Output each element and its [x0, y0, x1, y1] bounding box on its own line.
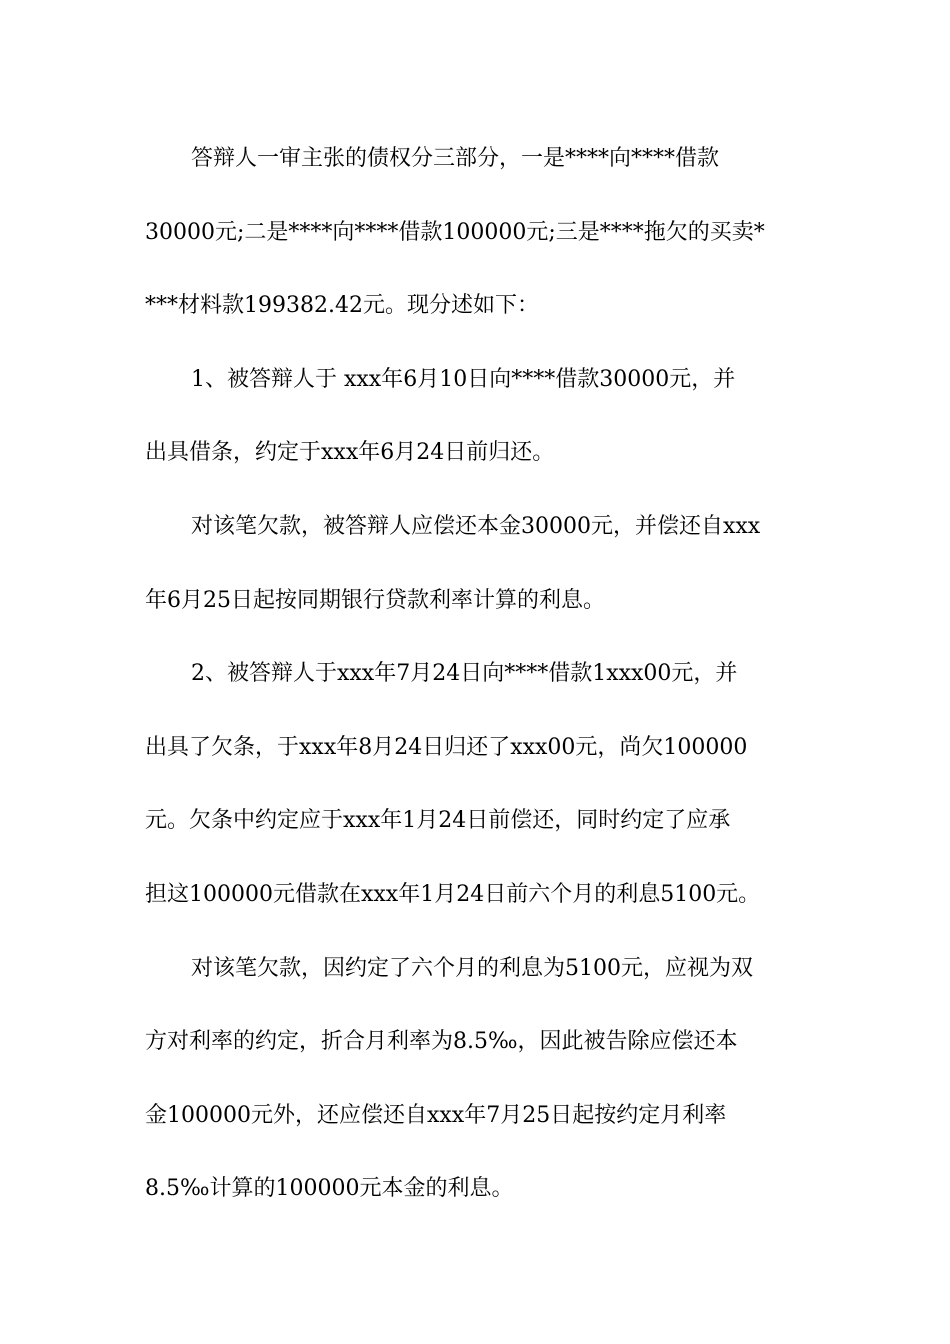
text-line: 出具了欠条，于xxx年8月24日归还了xxx00元，尚欠100000: [145, 734, 748, 760]
text-line: 出具借条，约定于xxx年6月24日前归还。: [145, 440, 555, 466]
text-line: 方对利率的约定，折合月利率为8.5‰，因此被告除应偿还本: [145, 1029, 738, 1055]
document-body: [145, 122, 810, 1226]
text-line: 年6月25日起按同期银行贷款利率计算的利息。: [145, 587, 605, 613]
text-line: 8.5‰计算的100000元本金的利息。: [145, 1176, 514, 1202]
text-line: 答辩人一审主张的债权分三部分，一是****向****借款: [191, 146, 720, 171]
text-line: ***材料款199382.42元。现分述如下：: [145, 293, 539, 319]
text-line: 担这100000元借款在xxx年1月24日前六个月的利息5100元。: [145, 881, 761, 907]
text-line: 1、被答辩人于 xxx年6月10日向****借款30000元，并: [191, 366, 736, 392]
paragraph-item-2-analysis: [145, 932, 810, 1226]
text-line: 对该笔欠款，因约定了六个月的利息为5100元，应视为双: [191, 955, 753, 981]
paragraph-claims-summary: [145, 122, 810, 343]
paragraph-item-1: [145, 343, 810, 490]
paragraph-item-2: [145, 637, 810, 931]
text-line: 金100000元外，还应偿还自xxx年7月25日起按约定月利率: [145, 1102, 727, 1128]
text-line: 30000元;二是****向****借款100000元;三是****拖欠的买卖*: [145, 219, 765, 245]
text-line: 元。欠条中约定应于xxx年1月24日前偿还，同时约定了应承: [145, 808, 731, 834]
paragraph-item-1-analysis: [145, 490, 810, 637]
text-line: 对该笔欠款，被答辩人应偿还本金30000元，并偿还自xxx: [191, 513, 761, 539]
text-line: 2、被答辩人于xxx年7月24日向****借款1xxx00元，并: [191, 661, 738, 687]
